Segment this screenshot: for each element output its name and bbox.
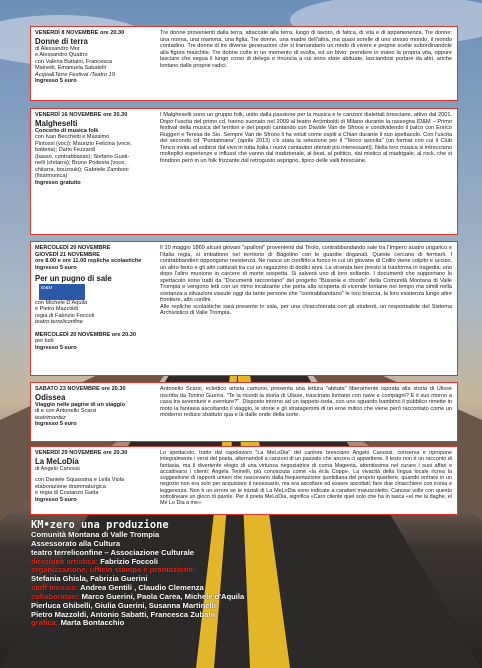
- credit-role: collaboratori:: [31, 591, 80, 601]
- event-cast-line: nelli (chitarra); Bruno Podesta (voce,: [35, 160, 126, 167]
- event-cast-line: (fisarmonica): [35, 173, 68, 180]
- event-card-4: [30, 382, 458, 442]
- event-cast-line: con Ivan Becchetti e Massimo: [35, 134, 110, 141]
- credit-names: Marco Guerini, Paola Carea, Michele d'Aquila: [81, 591, 245, 601]
- production-credits: [31, 519, 471, 628]
- event-description: Lo spettacolo, tratto dal capolavoro "La MeLoDia" del cantore bresciano Angelo Canossi, conserva e ripropone integralmente i versi del poeta, alternandoli a canzoni di un passato che ancora ci appartiene. Il testo non è un racconto di fantasia, ma il divertente elogio di una virtuosa negoziatrice di corna Magenta, attentissima nel curare i suoi affari e accattivarsi i clienti: Angela Terinelli, più conosciuta come «la écla Coppi». La vivacità della lingua locale ricrea la suggestione di rapporti umani che nascevano dalla frequentazione quotidiana del proprio quartiere, quando entrare in un negozio non era solo per acquistare il necessario, ma era ascoltare ed essere ascoltati; fare due chiacchiere con ironia e leggerezza. Non è un errore se le iniziali di La MeLoDia sono indicate a caratteri maiuscoletto. Canossi volle con questo sottolineare un gioco di parole. Per il poeta MeLoDia, significa «Caro cliente quel solo che ha in tasca «el me la daghe, el Me Lo Dia a me».: [160, 450, 452, 507]
- event-card-2: [30, 108, 458, 235]
- event-cast-line: con Daniele Squassina e Leila Viola: [35, 477, 125, 484]
- event-subtitle: Concerto di musica folk: [35, 127, 99, 134]
- event-card-1: [30, 26, 458, 101]
- credit-names: Stefania Ghisla, Fabrizia Guerini: [31, 574, 148, 584]
- credits-line: Comunità Montana di Valle Trompia: [31, 530, 160, 539]
- event-cast-line: e Pietro Mazzoldi: [35, 306, 78, 313]
- event-date: MERCOLEDÌ 20 NOVEMBRE: [35, 245, 111, 251]
- event-cast-line: Mainetti, Emanuela Sabatelli: [35, 65, 106, 72]
- event-subtitle: Viaggio nelle pagine di un viaggio: [35, 401, 126, 408]
- event-description: Tre donne provenienti dalla terra, attaccate alla terra, luogo di lavoro, di fatica, di vita e di appartenenza. Tre donne: una nonna, una mamma, una figlia. Tre donne, una madre dell'altra, ma quasi sorelle di uno stesso mondo, il mondo contadino. Tre donne di tre diverse generazioni che si tramandano un modo di vivere e proprie scelte subordinandole alla figura maschile. Tre donne colte in un momento di svolta, ed un bivio: prendere in mano la propria vita, oppure lasciare che segua il lungo corso di delega e rinuncia a cui sono state abituate, lasciandosi portare da altri, anche lontano dalle proprie radici.: [160, 30, 452, 69]
- event-description-main: Il 10 maggio 1869 alcuni giovani "spalloni" provenienti dal Tirolo, contrabbandando sale tra l'Impero austro ungarico e l'Italia regia, si imbattono nel territorio di Bagolino con le guardie doganali. Queste cercano di fermarli. I contrabbandieri oppongono resistenza. Ne nasce un conflitto a fuoco in cui un giovane di Collio viene colpito e ucciso, un altro ferito e gli altri catturati tra cui un ragazzino di dodici anni. La vicenda ben presto si trasforma in tragedia: uno dopo l'altro muoiono in carcere di morte sospetta. Si salverà uno di loro soltanto. I documenti che supportano lo spettacolo sono tratti da "Documenti raccontano" del progetto "Bussole e chiodo" della Comunità Montana di Valle Trompia e vengono letti con un ritmo incalzante che porta alla scoperta di vicende lontane nel tempo ma simili nella sostanza a situazioni vissute oggi da tante persone che "contrabbandano" le loro braccia, la loro esistenza lungo altre frontiere, altri confini.: [160, 245, 452, 304]
- event-subtitle: di Angelo Canossi: [35, 465, 80, 472]
- event-date: SABATO 23 NOVEMBRE ore 20.30: [35, 386, 126, 392]
- event-title: Donne di terra: [35, 36, 88, 46]
- event-description: I Malgheselti sono un gruppo folk, unito dalla passione per la musica e le canzoni dialettali bresciane, attivo dal 2001. Dopo l'uscita del primo cd, hanno suonato nel 2009 al teatro Arcimboldi di Milano durante la rassegna ID&M – Primo festival della musica del territori e dei popoli cantando con Davide Van de Sfroos e condividendo il palco con Enrico Ruggeri e Teresa de Sio. Sempre Van de Sfroos li ha voluti come ospiti a Chiari durante il suo spettacolo. Con l'uscita del secondo cd "Puntalmana" (aprile 2013) c'è stata la selezione per il "Tenco ascolta" (un format con cui il Club Tenco invita ad esibirsi dal vivo in tutta Italia i nuovi cantautori ritenuti più interessanti). Nella loro musica si intrecciano molteplici esperienze e influssi che vanno dal tradizionale, al beat, al politico, dal mistico al madrigale, al rock, che si fondono però in un folk frizzante dal retrogusto asprigno, tipico delle valli bresciane.: [160, 112, 452, 164]
- event-entry: Ingresso 5 euro: [35, 78, 77, 85]
- event-info: [35, 112, 153, 186]
- credit-role: organizzazione, ufficio stampa e promozione:: [31, 565, 196, 575]
- credit-role: grafica:: [31, 618, 59, 628]
- event-title: Malgheselti: [35, 118, 78, 128]
- event-card-5: [30, 446, 458, 515]
- event-cast-line: elaborazione drammaturgica: [35, 483, 106, 490]
- event-card-3: [30, 241, 458, 376]
- event-entry: Ingresso gratuito: [35, 179, 81, 186]
- credit-role: direzione artistica:: [31, 556, 99, 566]
- event-date: VENERDÌ 16 NOVEMBRE ore 20.30: [35, 112, 128, 118]
- credit-names: Pietro Mazzoldi, Antonio Sabatti, Francesca Zubani: [31, 609, 216, 619]
- event-times: ore 8.00 e ore 11.00 repliche scolastiche: [35, 258, 142, 265]
- credits-line: teatro terreliconfine – Associazione Culturale: [31, 547, 195, 557]
- event-date: VENERDÌ 29 NOVEMBRE ore 20.30: [35, 450, 128, 456]
- event-company: teatrimontez: [35, 414, 66, 421]
- event-date: VENERDÌ 8 NOVEMBRE ore 20.30: [35, 30, 125, 36]
- event-cast-line: (basso, contrabbasso); Stefano Gusti-: [35, 153, 130, 160]
- event-company: Acqua&Terre Festival /Teatro 19: [35, 71, 115, 78]
- credits-line: Assessorato alla Cultura: [31, 538, 121, 548]
- credit-names: Pierluca Ghibelli, Giulia Guerini, Susanna Martinelli: [31, 600, 216, 610]
- event-info: [35, 245, 153, 352]
- event-cast-line: di Alessandro Mor: [35, 45, 80, 52]
- event-cast-line: con Valeria Battaini, Francesca: [35, 58, 113, 65]
- event-cast-line: batteria); Dario Fezzardi: [35, 147, 95, 154]
- event-cast-line: e Alessandro Quattro: [35, 52, 88, 59]
- credit-row: [31, 619, 471, 628]
- credit-names: Marta Bontacchio: [60, 618, 125, 628]
- event-cast-line: regia di Fabrizio Foccoli: [35, 312, 95, 319]
- event-date-2: GIOVEDÌ 21 NOVEMBRE: [35, 251, 100, 258]
- event-entry: Ingresso 5 euro: [35, 496, 77, 503]
- event-date-3: MERCOLEDÌ 20 NOVEMBRE ore 20.30: [35, 331, 137, 338]
- event-info: [35, 386, 153, 428]
- event-title: Per un pugno di sale: [35, 274, 112, 284]
- event-title: La MeLoDia: [35, 456, 79, 466]
- event-description-note: Alle repliche scolastiche sarà presente in sala, per una chiacchierata con gli studenti, un responsabile del Sistema Archivistico di Valle Trompia.: [160, 303, 452, 317]
- credit-names: Fabrizio Foccoli: [100, 556, 159, 566]
- event-entry: Ingresso 5 euro: [35, 264, 77, 271]
- credit-role: staff tecnico:: [31, 583, 79, 593]
- event-entry: Ingresso 5 euro: [35, 421, 77, 428]
- event-cast-line: Pintossi (voci); Maurizio Felicina (voce,: [35, 140, 132, 147]
- event-audience: per tutti: [35, 338, 54, 345]
- event-company: teatro terreliconfine: [35, 319, 83, 326]
- event-description: [160, 245, 452, 317]
- event-subtitle-2: di e con Antonello Scarsi: [35, 408, 97, 415]
- event-info: [35, 30, 153, 85]
- event-info: [35, 450, 153, 503]
- event-description: Antonello Scarsi, eclettico artista camuno, presenta una lettura "abitata" liberamente ispirata alla storia di Ulisse riscritta da Tonino Guerra. "Te la ricordi la storia di Ulisse, trascinato lontano con nave e compagni? E il suo ritorno a casa tra avventure e sventure?". Disposto intorno ad un tappeto-isola, con uno sguardo bambino il pubblico rimette in moto la fantasia ascoltando il viaggio, le storie e gli stratagemmi di un eroe mitico che viene però raccontato come un moderno reduce sbattuto qua e là dalle onde della sorte.: [160, 386, 452, 419]
- event-cast-line: e regia di Costanzo Gatta: [35, 490, 99, 497]
- production-title: KM•zero una produzione: [31, 519, 169, 531]
- credit-names: Andrea Gentili , Claudio Clemenza: [80, 583, 204, 593]
- idm-logo: ID&M: [39, 284, 85, 300]
- event-title: Odissea: [35, 392, 66, 402]
- event-cast-line: chitarra, bouzouki); Gabriele Zamboni: [35, 166, 129, 173]
- event-cast-line: con Michele D'Aquila: [35, 299, 88, 306]
- event-entry-2: Ingresso 5 euro: [35, 345, 77, 352]
